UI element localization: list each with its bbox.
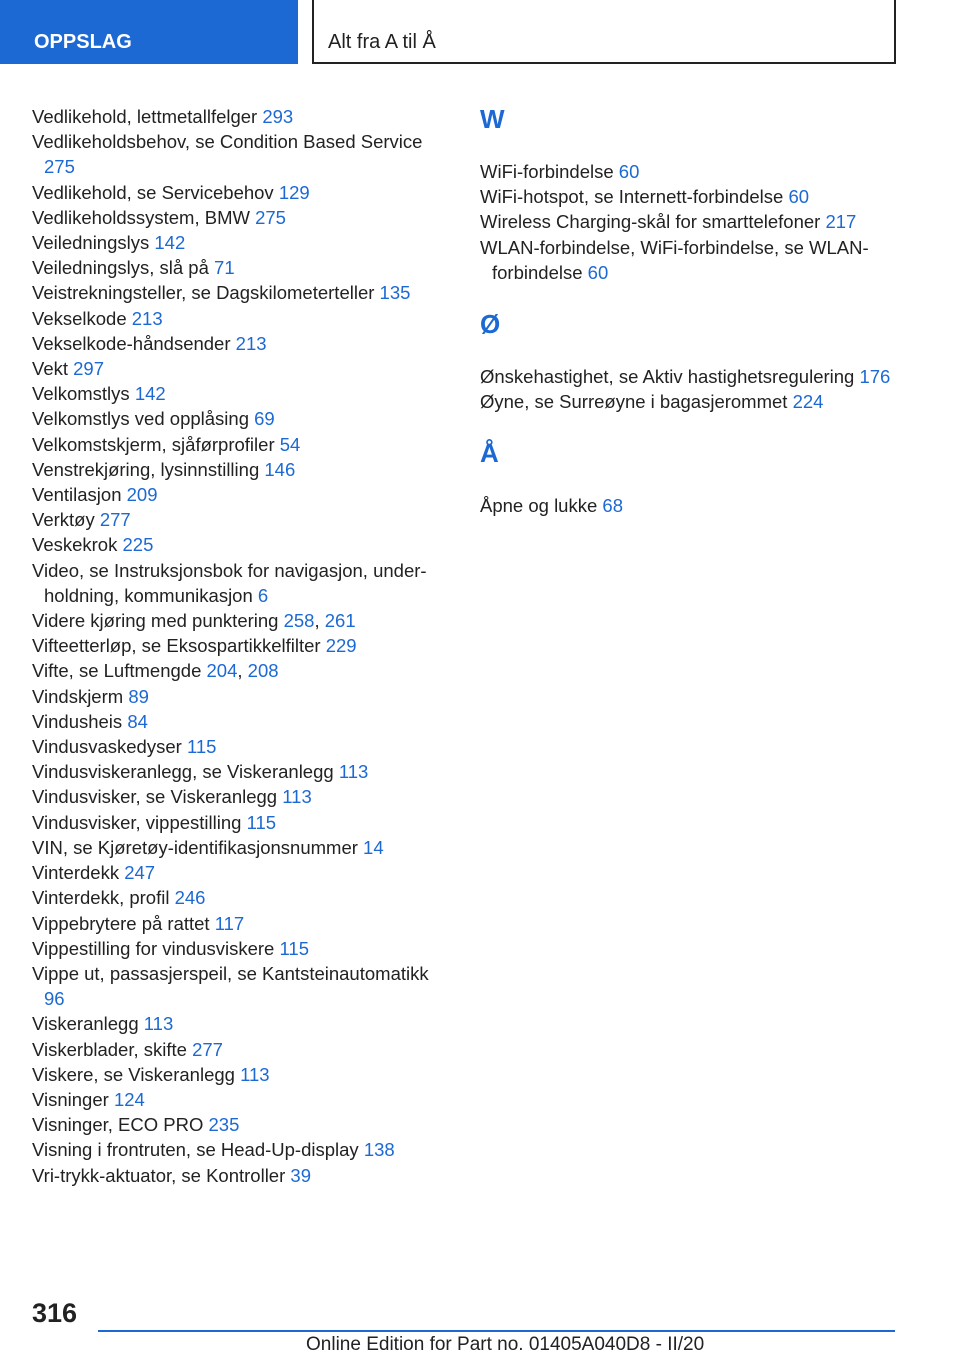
index-entry <box>32 255 442 280</box>
index-entry <box>32 1087 442 1112</box>
index-entry <box>32 205 442 230</box>
index-entry <box>32 406 442 431</box>
index-entry <box>480 159 900 184</box>
index-term: Vedlikeholdssystem, BMW <box>32 206 256 228</box>
index-entry <box>32 482 442 507</box>
page-reference-link[interactable]: 117 <box>214 912 245 934</box>
index-term: Vedlikehold, lettmetallfelger <box>32 106 263 127</box>
page-reference-link[interactable]: 138 <box>363 1139 395 1161</box>
index-term: Vindusviskeranlegg, se Viskeranlegg <box>32 761 339 783</box>
page-reference-link[interactable]: 54 <box>279 433 301 455</box>
index-letter-heading: Ø <box>480 309 501 340</box>
index-term: Ventilasjon <box>32 484 127 506</box>
page-reference-link[interactable]: 113 <box>240 1063 270 1085</box>
index-term: Vindusvisker, vippestilling <box>32 811 247 833</box>
index-entry <box>32 810 442 835</box>
index-entry <box>32 457 442 482</box>
page-reference-link[interactable]: 71 <box>214 257 235 279</box>
page-reference-link[interactable]: 209 <box>126 484 158 506</box>
page-reference-link[interactable]: 176 <box>859 366 891 388</box>
index-entry <box>32 1011 442 1036</box>
index-term: Øyne, se Surreøyne i bagasjerommet <box>480 391 793 413</box>
index-term: Vinterdekk, profil <box>32 887 175 909</box>
page-header <box>312 0 896 64</box>
page-reference-link[interactable]: 213 <box>235 332 267 354</box>
index-letter-heading: Å <box>480 438 499 469</box>
page-reference-link[interactable]: 129 <box>278 181 310 203</box>
index-term: Vekt <box>32 358 74 380</box>
index-term: Vindusheis <box>32 710 128 732</box>
index-term: Vippestilling for vindusviskere <box>32 937 280 959</box>
index-term: Vedlikehold, se Servicebehov <box>32 181 279 203</box>
page-reference-link[interactable]: 96 <box>44 988 65 1010</box>
index-entry <box>480 184 900 209</box>
index-entry <box>32 684 442 709</box>
page-reference-link[interactable]: 113 <box>282 786 312 808</box>
index-term: Video, se Instruksjonsbok for navigasjon, underholdning, kommunikasjon <box>32 559 427 606</box>
index-entry <box>32 558 442 608</box>
page-reference-link[interactable]: 258 <box>283 610 315 632</box>
index-term: Viskerblader, skifte <box>32 1038 193 1060</box>
index-term: Visninger <box>32 1088 114 1110</box>
index-term: Vekselkode <box>32 307 132 329</box>
page-reference-link[interactable]: 208 <box>247 660 279 682</box>
index-term: Visning i frontruten, se Head-Up-display <box>32 1139 364 1161</box>
index-term: Vindusvisker, se Viskeranlegg <box>32 786 283 808</box>
index-entry: Vifte, se Luftmengde 204, 208 <box>32 660 279 682</box>
index-term: Venstrekjøring, lysinnstilling <box>32 458 265 480</box>
index-term: Verktøy <box>32 509 100 531</box>
index-term: Vri-trykk-aktuator, se Kontroller <box>32 1164 291 1186</box>
index-entry <box>32 507 442 532</box>
page-reference-link[interactable]: 113 <box>338 761 369 783</box>
page-reference-link[interactable]: 142 <box>134 383 166 405</box>
page-number: 316 <box>32 1298 78 1328</box>
index-term: Vifte, se Luftmengde <box>32 660 207 682</box>
page-reference-link[interactable]: 14 <box>363 836 384 858</box>
index-term: Viskere, se Viskeranlegg <box>32 1063 241 1085</box>
page-reference-link[interactable]: 275 <box>255 206 286 228</box>
index-entry <box>32 709 442 734</box>
index-entry <box>32 936 442 961</box>
page-reference-link[interactable]: 142 <box>154 232 186 254</box>
page-reference-link[interactable]: 115 <box>186 736 217 758</box>
page-reference-link[interactable]: 68 <box>602 495 623 517</box>
index-entry <box>32 532 442 557</box>
page-reference-link[interactable]: 204 <box>206 660 238 682</box>
page-reference-link[interactable]: 225 <box>122 534 154 556</box>
page-reference-link[interactable]: 293 <box>262 106 294 127</box>
index-term: Vindusvaskedyser <box>32 736 187 758</box>
index-entry <box>480 235 900 285</box>
section-tab <box>0 0 298 64</box>
index-entry <box>480 389 900 414</box>
index-entry <box>32 860 442 885</box>
index-entry: Videre kjøring med punktering 258, 261 <box>32 610 356 632</box>
index-term: Åpne og lukke <box>480 495 603 517</box>
index-entry <box>480 493 900 518</box>
page-reference-link[interactable]: 213 <box>131 307 163 329</box>
index-entry <box>32 885 442 910</box>
page-reference-link[interactable]: 146 <box>264 458 296 480</box>
index-entry <box>32 961 442 1011</box>
page-reference-link[interactable]: 115 <box>279 937 309 959</box>
index-entry <box>32 104 442 129</box>
index-term: Velkomstskjerm, sjåførprofiler <box>32 433 280 455</box>
index-term: Viskeranlegg <box>32 1013 144 1035</box>
index-entry <box>32 306 442 331</box>
index-entry <box>32 835 442 860</box>
index-term: WiFi-hotspot, se Internett-forbindelse <box>480 186 789 208</box>
index-term: Vippebrytere på rattet <box>32 912 215 934</box>
page-reference-link[interactable]: 113 <box>143 1013 174 1035</box>
page-reference-link[interactable]: 217 <box>825 211 857 233</box>
page-reference-link[interactable]: 60 <box>587 261 609 283</box>
index-term: Vindskjerm <box>32 685 129 707</box>
page-reference-link[interactable]: 277 <box>192 1038 223 1060</box>
index-entry <box>32 911 442 936</box>
index-term: Veskekrok <box>32 534 123 556</box>
page-reference-link[interactable]: 297 <box>73 358 105 380</box>
footer-edition: Online Edition for Part no. 01405A040D8 - II/20 <box>306 1334 705 1355</box>
index-term: Velkomstlys ved opplåsing <box>32 408 255 430</box>
index-term: Wireless Charging-skål for smarttelefoner <box>480 211 826 233</box>
page-reference-link[interactable]: 247 <box>124 862 156 884</box>
index-entry <box>32 1062 442 1087</box>
index-term: Velkomstlys <box>32 383 135 405</box>
index-entry <box>480 209 900 234</box>
index-entry <box>32 1037 442 1062</box>
index-term: Vifteetterløp, se Eksospartikkelfilter <box>32 635 326 657</box>
page-reference-link[interactable]: 60 <box>618 161 640 182</box>
index-term: Vippe ut, passasjerspeil, se Kantsteinautomatikk <box>32 962 429 984</box>
page-title: Alt fra A til Å <box>328 31 436 53</box>
index-term: Vedlikeholdsbehov, se Condition Based Service <box>32 131 423 153</box>
page-reference-link[interactable]: 60 <box>788 186 810 208</box>
index-entry <box>32 1112 442 1137</box>
index-letter-heading: W <box>480 104 505 134</box>
page-reference-link[interactable]: 115 <box>246 811 277 833</box>
page-reference-link[interactable]: 277 <box>99 509 131 531</box>
index-entry <box>480 364 900 389</box>
index-entry <box>32 331 442 356</box>
index-term: VIN, se Kjøretøy-identifikasjonsnummer <box>32 836 364 858</box>
index-term: Veistrekningsteller, se Dagskilometerteller <box>32 282 380 304</box>
index-column-left <box>32 104 442 1188</box>
index-term: Ønskehastighet, se Aktiv hastighetsregulering <box>480 366 860 388</box>
index-term: Visninger, ECO PRO <box>32 1114 209 1136</box>
page-reference-link[interactable]: 89 <box>128 685 149 707</box>
page-reference-link[interactable]: 135 <box>379 282 411 304</box>
index-term: WiFi-forbindelse <box>480 161 619 182</box>
index-entry <box>32 759 442 784</box>
page-reference-link[interactable]: 235 <box>208 1114 240 1136</box>
section-title: OPPSLAG <box>34 31 132 53</box>
page-reference-link[interactable]: 84 <box>127 710 148 732</box>
index-entry <box>32 129 442 179</box>
index-entry <box>32 784 442 809</box>
index-term: WLAN-forbindelse, WiFi-forbindelse, se WLAN-forbindelse <box>480 236 869 283</box>
page-reference-link[interactable]: 275 <box>44 156 75 178</box>
index-term: Vekselkode-håndsender <box>32 332 236 354</box>
page-reference-link[interactable]: 261 <box>324 610 356 632</box>
index-term: Veiledningslys, slå på <box>32 257 215 279</box>
footer-divider <box>98 1330 895 1332</box>
index-entry <box>32 633 442 658</box>
index-term: Veiledningslys <box>32 232 155 254</box>
page-reference-link[interactable]: 69 <box>254 408 275 430</box>
index-entry <box>32 230 442 255</box>
page-reference-link[interactable]: 229 <box>325 635 357 657</box>
index-entry <box>32 356 442 381</box>
index-entry <box>32 280 442 305</box>
page-reference-link[interactable]: 124 <box>113 1088 145 1110</box>
index-entry <box>32 180 442 205</box>
index-entry <box>32 1163 442 1188</box>
index-term: Vinterdekk <box>32 862 125 884</box>
page-reference-link[interactable]: 224 <box>792 391 824 413</box>
index-entry <box>32 432 442 457</box>
index-entry <box>32 734 442 759</box>
page-reference-link[interactable]: 39 <box>290 1164 311 1186</box>
index-entry <box>32 1137 442 1162</box>
index-term: Videre kjøring med punktering <box>32 610 284 632</box>
page-reference-link[interactable]: 246 <box>174 887 206 909</box>
page-reference-link[interactable]: 6 <box>257 584 269 606</box>
index-entry <box>32 381 442 406</box>
index-column-right <box>480 104 900 519</box>
